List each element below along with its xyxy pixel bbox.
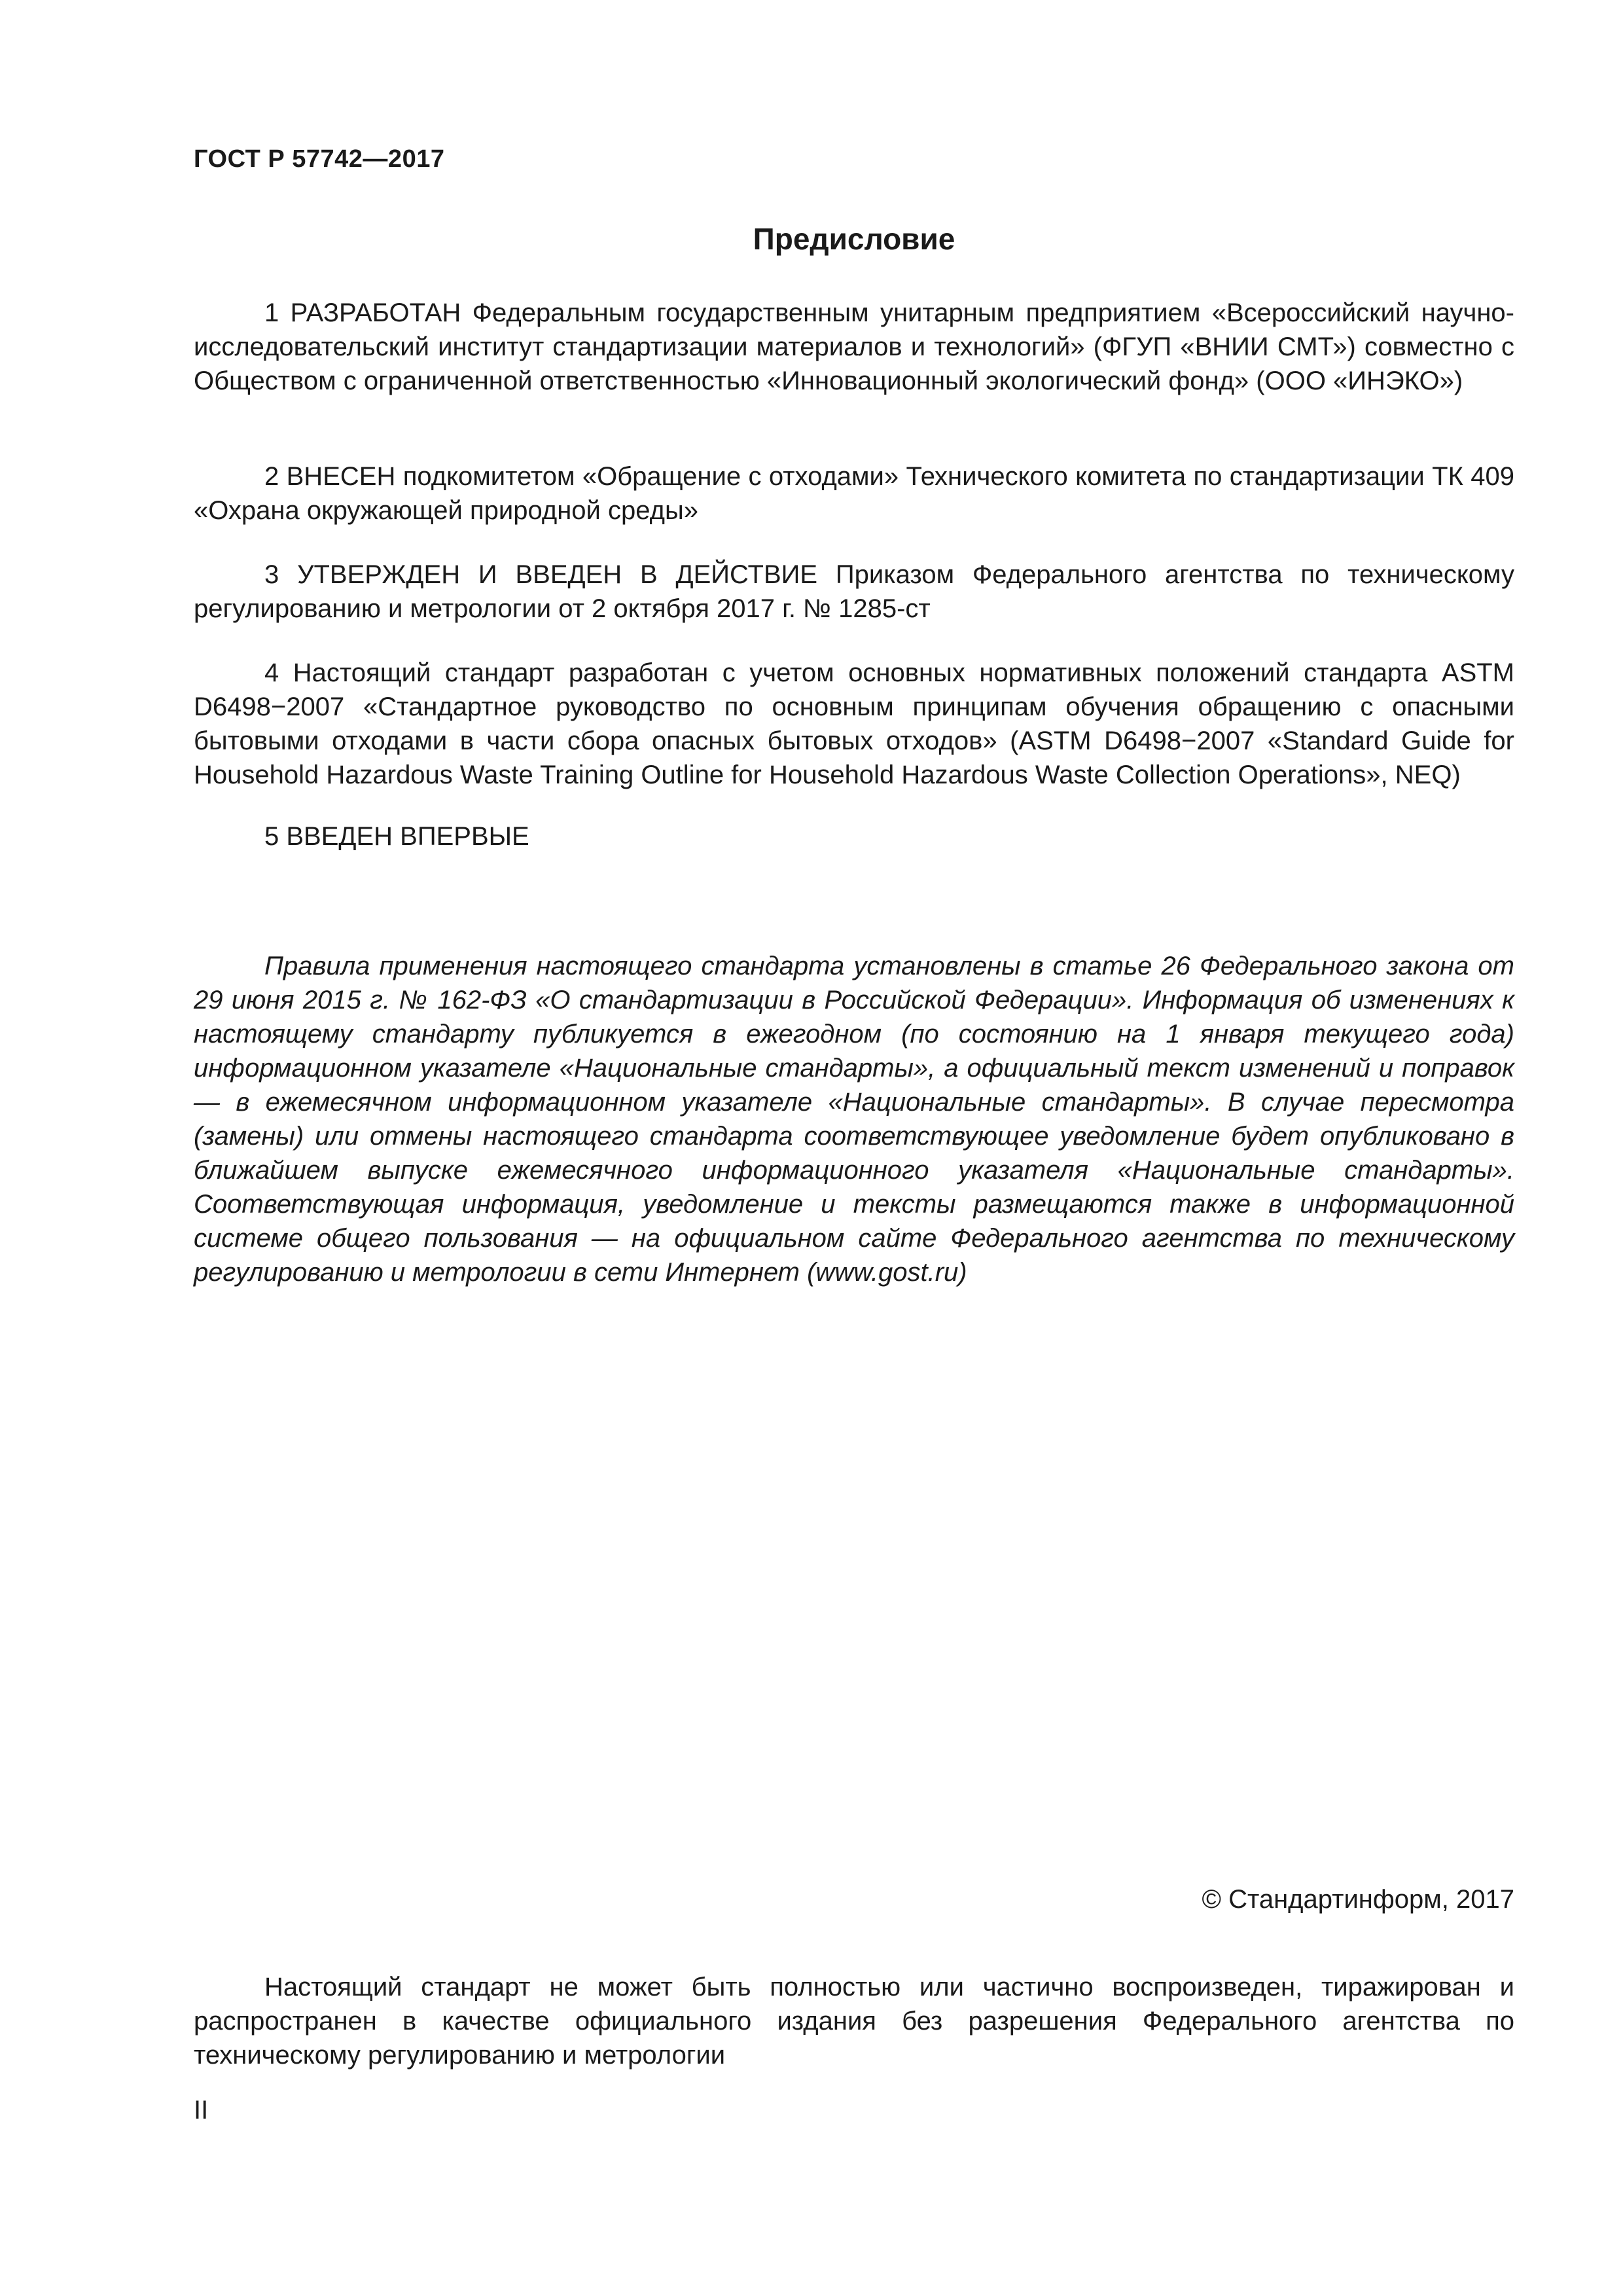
page-title: Предисловие [753,222,955,256]
preface-item-2: 2 ВНЕСЕН подкомитетом «Обращение с отходами» Технического комитета по стандартизации ТК 409 «Охрана окружающей природной среды» [194,462,1514,525]
copyright-notice: © Стандартинформ, 2017 [1202,1885,1514,1914]
reproduction-notice: Настоящий стандарт не может быть полностью или частично воспроизведен, тиражирован и распространен в качестве официального издания без разрешения Федерального агентства по техническому регулированию и метрологии [194,1973,1514,2070]
rules-of-application: Правила применения настоящего стандарта установлены в статье 26 Федерального закона от 29 июня 2015 г. № 162-ФЗ «О стандартизации в Российской Федерации». Информация об изменениях к настоящему стандарту публикуется в ежегодном (по состоянию на 1 января текущего года) информационном указателе «Национальные стандарты», а официальный текст изменений и поправок — в ежемесячном информационном указателе «Национальные стандарты». В случае пересмотра (замены) или отмены настоящего стандарта соответствующее уведомление будет опубликовано в ближайшем выпуске ежемесячного информационного указателя «Национальные стандарты». Соответствующая информация, уведомление и тексты размещаются также в информационной системе общего пользования — на официальном сайте Федерального агентства по техническому регулированию и метрологии в сети Интернет (www.gost.ru) [194,952,1514,1287]
page-number: II [194,2096,209,2125]
preface-item-4: 4 Настоящий стандарт разработан с учетом основных нормативных положений стандарта ASTM D6498−2007 «Стандартное руководство по основным принципам обучения обращению с опасными бытовыми отходами в части сбора опасных бытовых отходов» (ASTM D6498−2007 «Standard Guide for Household Hazardous Waste Training Outline for Household Hazardous Waste Collection Operations», NEQ) [194,658,1514,789]
preface-item-5: 5 ВВЕДЕН ВПЕРВЫЕ [264,822,529,851]
preface-item-3: 3 УТВЕРЖДЕН И ВВЕДЕН В ДЕЙСТВИЕ Приказом Федерального агентства по техническому регулированию и метрологии от 2 октября 2017 г. № 1285-ст [194,560,1514,623]
document-code: ГОСТ Р 57742—2017 [194,145,445,173]
preface-item-1: 1 РАЗРАБОТАН Федеральным государственным унитарным предприятием «Всероссийский научно-исследовательский институт стандартизации материалов и технологий» (ФГУП «ВНИИ СМТ») совместно с Обществом с ограниченной ответственностью «Инновационный экологический фонд» (ООО «ИНЭКО») [194,298,1514,395]
